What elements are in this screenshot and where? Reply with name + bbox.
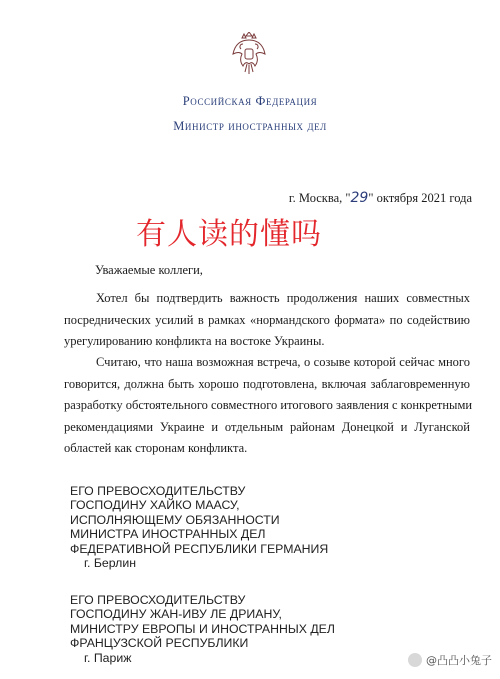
paragraph-line: говорится, должна быть хорошо подготовлена, включая заблаговременную: [64, 376, 470, 391]
addressee-line: ФРАНЦУЗСКОЙ РЕСПУБЛИКИ: [70, 636, 249, 651]
overlay-caption: 有人读的懂吗: [136, 217, 322, 252]
coat-of-arms-emblem: [231, 32, 267, 76]
paragraph-line: урегулированию конфликта на востоке Украины.: [64, 334, 325, 349]
paragraph-line: Считаю, что наша возможная встреча, о созыве которой сейчас много: [96, 355, 470, 369]
addressee-line: МИНИСТРУ ЕВРОПЫ И ИНОСТРАННЫХ ДЕЛ: [70, 621, 335, 636]
letterhead-minister: Министр иностранных дел: [173, 119, 327, 133]
paragraph-line: Хотел бы подтвердить важность продолжения наших совместных: [96, 291, 470, 305]
paragraph-line: разработку обстоятельного совместного итогового заявления с конкретными: [64, 398, 473, 413]
addressee-block-2: [70, 593, 335, 665]
paragraph-line: рекомендациями Украине и отдельным районам Донецкой и Луганской: [64, 419, 470, 434]
letterhead-country: Российская Федерация: [182, 94, 318, 108]
addressee-line: ЕГО ПРЕВОСХОДИТЕЛЬСТВУ: [70, 484, 246, 498]
paragraph-1: [64, 288, 470, 353]
addressee-line: ГОСПОДИНУ ХАЙКО МААСУ,: [70, 498, 240, 513]
dateline: [289, 190, 472, 206]
paragraph-2: [64, 352, 473, 460]
watermark: [408, 652, 492, 668]
addressee-block-1: [70, 484, 328, 570]
addressee-line: МИНИСТРА ИНОСТРАННЫХ ДЕЛ: [70, 527, 266, 542]
addressee-line: ГОСПОДИНУ ЖАН-ИВУ ЛЕ ДРИАНУ,: [70, 607, 282, 622]
greeting: Уважаемые коллеги,: [95, 263, 203, 277]
paragraph-line: посреднических усилий в рамках «нормандского формата» по содействию: [64, 312, 470, 327]
addressee-line: ЕГО ПРЕВОСХОДИТЕЛЬСТВУ: [70, 593, 246, 607]
addressee-city: г. Берлин: [84, 556, 136, 571]
watermark-text: @凸凸小兔子: [426, 654, 492, 667]
russian-double-headed-eagle-icon: [231, 32, 267, 76]
paragraph-line: областей как сторонам конфликта.: [64, 441, 248, 456]
addressee-line: ИСПОЛНЯЮЩЕМУ ОБЯЗАННОСТИ: [70, 512, 280, 527]
dateline-suffix: " октября 2021 года: [368, 191, 472, 205]
dateline-day-handwritten: 29: [350, 190, 369, 206]
addressee-line: ФЕДЕРАТИВНОЙ РЕСПУБЛИКИ ГЕРМАНИЯ: [70, 541, 329, 556]
dateline-prefix: г. Москва, ": [288, 191, 351, 205]
watermark-avatar-icon: [408, 653, 422, 667]
addressee-city: г. Париж: [84, 650, 132, 665]
